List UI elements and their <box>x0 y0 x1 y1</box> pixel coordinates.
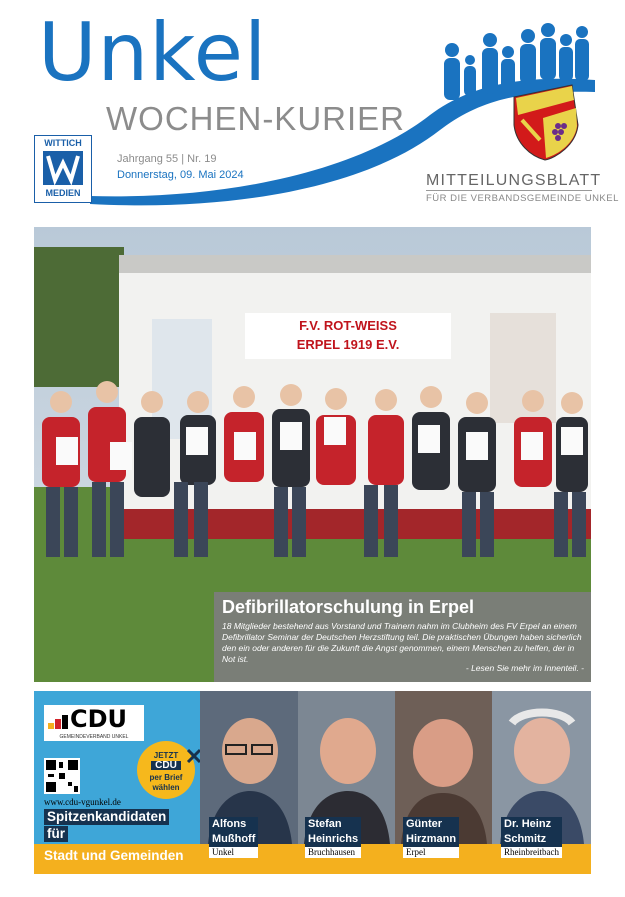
ad-url[interactable]: www.cdu-vgunkel.de <box>44 797 121 807</box>
candidate-first-1: Alfons <box>209 817 258 832</box>
cdu-stripes-icon <box>48 713 70 729</box>
publisher-logo-top: WITTICH <box>44 138 82 148</box>
ad-headline-1: Spitzenkandidaten <box>44 809 169 825</box>
bulletin-title: MITTEILUNGSBLATT <box>426 172 602 189</box>
candidate-last-3: Hirzmann <box>403 832 459 847</box>
ad-headline-2: für <box>44 826 68 842</box>
publisher-logo <box>34 135 92 203</box>
publisher-w-icon <box>43 151 83 185</box>
cdu-logo-text: CDU <box>70 705 128 733</box>
article-headline: Defibrillatorschulung in Erpel <box>222 597 475 617</box>
bulletin-subtitle: FÜR DIE VERBANDSGEMEINDE UNKEL <box>426 193 619 204</box>
ad-band-text: Stadt und Gemeinden <box>44 848 184 863</box>
candidate-label-3 <box>403 817 459 858</box>
masthead-swoosh <box>0 0 625 225</box>
candidate-first-2: Stefan <box>305 817 361 832</box>
badge-line3: per Brief <box>149 773 183 782</box>
masthead-title: Unkel <box>38 6 268 99</box>
candidate-label-2 <box>305 817 361 858</box>
masthead-subtitle: WOCHEN-KURIER <box>106 100 405 137</box>
candidate-town-1: Unkel <box>209 847 258 858</box>
candidate-first-4: Dr. Heinz <box>501 817 562 832</box>
candidate-last-1: Mußhoff <box>209 832 258 847</box>
article-body: 18 Mitglieder bestehend aus Vorstand und Trainern nahm im Clubheim des FV Erpel an einem Defibrillator Seminar der Deutschen Herzstiftung teil. Die praktischen Übungen haben sicherlich den ein oder anderen für die Zukunft die Angst genommen, einem Menschen zu helfen, der in Not ist. <box>222 621 582 664</box>
coat-of-arms-icon <box>514 85 578 160</box>
publisher-logo-bottom: MEDIEN <box>45 188 81 198</box>
candidate-last-2: Heinrichs <box>305 832 361 847</box>
badge-line1: JETZT <box>153 751 179 760</box>
badge-line4: wählen <box>152 783 180 792</box>
candidate-town-4: Rheinbreitbach <box>501 847 562 858</box>
candidate-label-4 <box>501 817 562 858</box>
candidate-first-3: Günter <box>403 817 459 832</box>
bulletin-divider <box>426 190 592 191</box>
issue-number: Jahrgang 55 | Nr. 19 <box>117 153 217 165</box>
candidate-town-2: Bruchhausen <box>305 847 361 858</box>
candidate-last-4: Schmitz <box>501 832 562 847</box>
cdu-logo <box>44 705 144 733</box>
club-sign-line2: ERPEL 1919 E.V. <box>296 337 400 352</box>
badge-line2: CDU <box>151 761 181 770</box>
cdu-subtitle: GEMEINDEVERBAND UNKEL <box>44 733 144 741</box>
qr-code-icon[interactable] <box>44 758 80 794</box>
candidate-town-3: Erpel <box>403 847 459 858</box>
candidate-label-1 <box>209 817 258 858</box>
article-more-link[interactable]: - Lesen Sie mehr im Innenteil. - <box>465 663 584 673</box>
club-sign-line1: F.V. ROT-WEISS <box>299 318 397 333</box>
club-sign <box>245 313 451 359</box>
issue-date: Donnerstag, 09. Mai 2024 <box>117 169 244 181</box>
